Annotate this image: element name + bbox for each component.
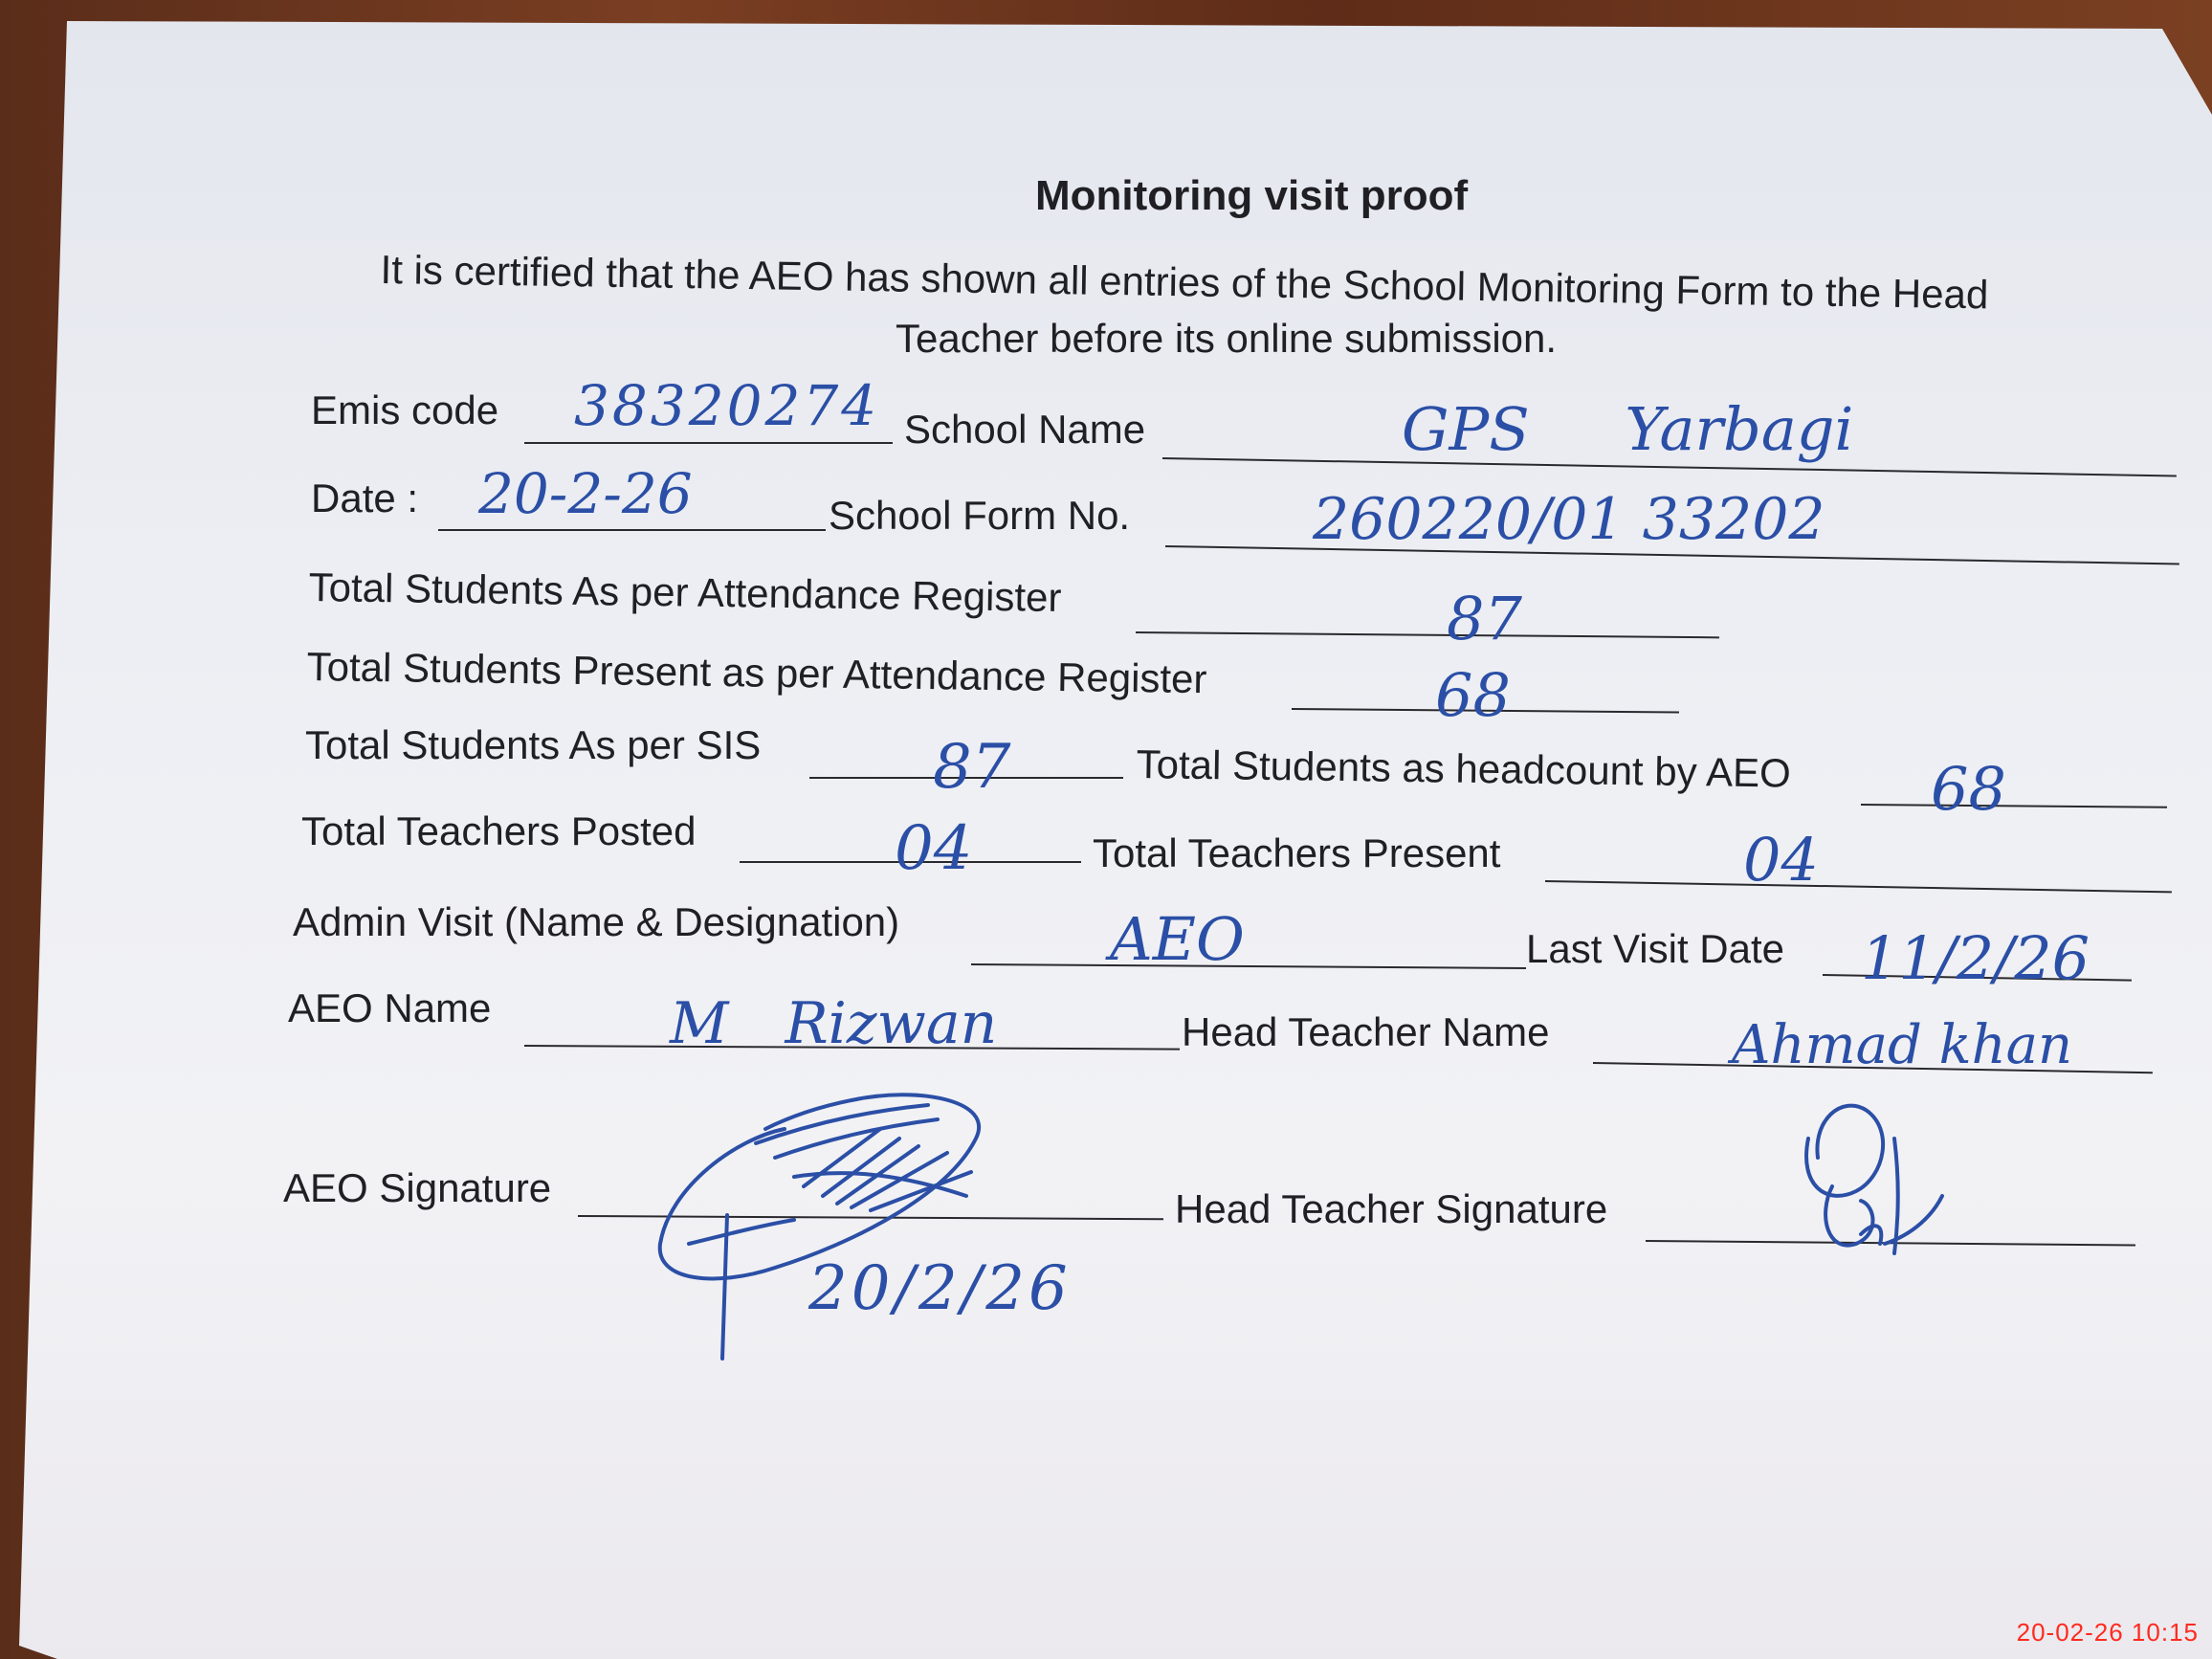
emis-code-label: Emis code (311, 387, 499, 432)
camera-timestamp: 20-02-26 10:15 (2016, 1618, 2199, 1647)
head-teacher-name-label: Head Teacher Name (1182, 1009, 1550, 1054)
certification-line-2: Teacher before its online submission. (896, 316, 1558, 361)
total-teachers-posted-label: Total Teachers Posted (301, 808, 697, 853)
school-form-no-value: 260220/01 33202 (1313, 486, 1825, 553)
total-teachers-present-value: 04 (1743, 825, 1819, 895)
aeo-name-value: M Rizwan (670, 990, 998, 1057)
total-students-sis-value: 87 (933, 732, 1011, 803)
certification-line-1: It is certified that the AEO has shown all entries of the School Monitoring Form to the Head (380, 247, 1989, 318)
head-teacher-signature-label: Head Teacher Signature (1175, 1186, 1608, 1231)
head-teacher-signature-scribble (1789, 1100, 1971, 1272)
aeo-signature-scribble (631, 1081, 1072, 1397)
total-students-register-label: Total Students As per Attendance Register (308, 564, 1062, 620)
aeo-signature-date: 20/2/26 (808, 1253, 1072, 1324)
last-visit-date-label: Last Visit Date (1526, 926, 1785, 971)
emis-code-line (524, 442, 893, 444)
emis-code-value: 38320274 (574, 373, 880, 438)
head-teacher-name-value: Ahmad khan (1732, 1014, 2073, 1076)
total-students-register-value: 87 (1447, 584, 1522, 653)
date-value: 20-2-26 (478, 461, 693, 526)
admin-visit-label: Admin Visit (Name & Designation) (293, 899, 900, 944)
aeo-signature-label: AEO Signature (283, 1165, 552, 1210)
last-visit-date-value: 11/2/26 (1861, 923, 2090, 993)
total-headcount-aeo-label: Total Students as headcount by AEO (1136, 741, 1792, 796)
total-headcount-aeo-value: 68 (1931, 754, 2006, 824)
total-teachers-posted-value: 04 (895, 813, 973, 884)
total-present-register-label: Total Students Present as per Attendance Register (306, 644, 1207, 702)
date-line (438, 529, 826, 531)
total-teachers-present-label: Total Teachers Present (1093, 830, 1501, 875)
school-form-no-label: School Form No. (829, 493, 1131, 538)
school-name-label: School Name (904, 407, 1146, 452)
aeo-name-label: AEO Name (288, 985, 492, 1030)
school-name-value: GPS Yarbagi (1402, 394, 1854, 464)
admin-visit-value: AEO (1110, 904, 1245, 974)
total-present-register-value: 68 (1435, 660, 1511, 730)
date-label: Date : (311, 476, 419, 520)
form-title: Monitoring visit proof (1035, 172, 1469, 219)
total-students-sis-label: Total Students As per SIS (305, 722, 762, 767)
